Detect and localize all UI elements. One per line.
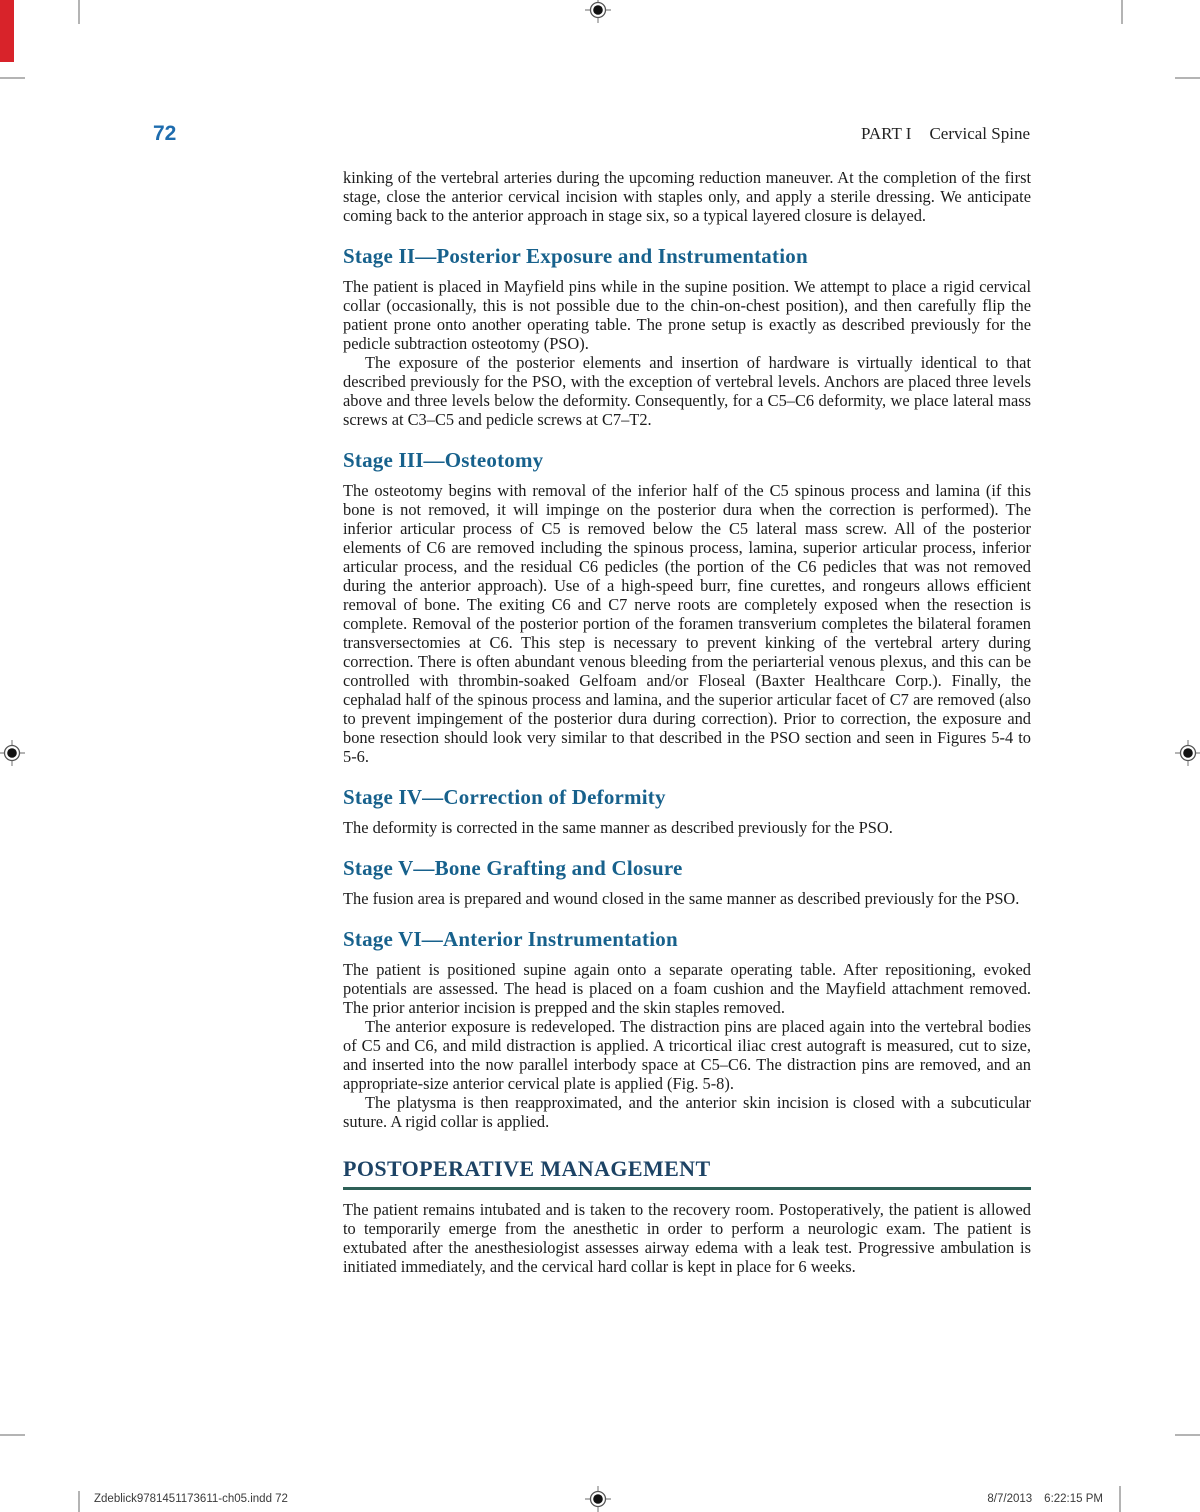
registration-mark-icon [585,0,611,23]
running-head-title: Cervical Spine [929,124,1030,143]
running-head-part: PART I [860,124,912,143]
crop-mark [0,1434,25,1436]
body-paragraph: The patient is positioned supine again onto a separate operating table. After repositioning, evoked potentials are assessed. The head is placed on a foam cushion and the Mayfield attachment removed. The prior anterior incision is prepped and the skin staples removed. [343,960,1031,1017]
body-paragraph: The exposure of the posterior elements and insertion of hardware is virtually identical to that described previously for the PSO, with the exception of vertebral levels. Anchors are placed three levels above and three levels below the deformity. Consequently, for a C5–C6 deformity, we place lateral mass screws at C3–C5 and pedicle screws at C7–T2. [343,353,1031,429]
footer-date: 8/7/2013 [987,1493,1033,1505]
body-paragraph: The osteotomy begins with removal of the inferior half of the C5 spinous process and lamina (if this bone is not removed, it will impinge on the posterior dura when the correction is performed). The inferior articular process of C5 is removed below the C5 lateral mass screw. All of the posterior elements of C6 are removed including the spinous process, lamina, superior articular process, inferior articular process, and the residual C6 pedicles (the portion of the C6 pedicles that was not removed during the anterior approach). Use of a high-speed burr, fine curettes, and rongeurs allows efficient removal of bone. The exiting C6 and C7 nerve roots are completely exposed when the resection is complete. Removal of the posterior portion of the foramen transverium completes the bilateral foramen transversectomies at C6. This step is necessary to prevent kinking of the vertebral artery during correction. There is often abundant venous bleeding from the periarterial venous plexus, and this can be controlled with thrombin-soaked Gelfoam and/or Floseal (Baxter Healthcare Corp.). Finally, the cephalad half of the spinous process and lamina, and the superior articular facet of C7 are removed (also to prevent impingement of the posterior dura during correction). Prior to correction, the exposure and bone resection should look very similar to that described in the PSO section and seen in Figures 5-4 to 5-6. [343,481,1031,766]
crop-mark [1119,1486,1121,1512]
running-head [861,124,1030,144]
section-heading-stage-6: Stage VI—Anterior Instrumentation [343,927,678,951]
crop-mark [78,0,80,24]
footer-timestamp [987,1493,1103,1505]
body-paragraph: The deformity is corrected in the same manner as described previously for the PSO. [343,818,893,837]
page-number: 72 [153,122,177,145]
section-heading-postoperative: POSTOPERATIVE MANAGEMENT [343,1155,1031,1190]
registration-mark-icon [585,1486,611,1512]
crop-mark [1175,1434,1200,1436]
body-paragraph: kinking of the vertebral arteries during the upcoming reduction maneuver. At the completion of the first stage, close the anterior cervical incision with staples only, and apply a sterile dressing. We anticipate coming back to the anterior approach in stage six, so a typical layered closure is delayed. [343,168,1031,225]
crop-mark [0,77,25,79]
footer-filename: Zdeblick9781451173611-ch05.indd 72 [94,1493,288,1505]
crop-mark [1175,77,1200,79]
section-heading-stage-2: Stage II—Posterior Exposure and Instrumentation [343,244,808,268]
registration-mark-icon [0,740,25,766]
body-paragraph: The patient remains intubated and is taken to the recovery room. Postoperatively, the patient is allowed to temporarily emerge from the anesthetic in order to perform a neurologic exam. The patient is extubated after the anesthesiologist assesses airway edema with a leak test. Progressive ambulation is initiated immediately, and the cervical hard collar is kept in place for 6 weeks. [343,1200,1031,1276]
crop-mark [78,1491,80,1512]
body-paragraph: The fusion area is prepared and wound closed in the same manner as described previously for the PSO. [343,889,1020,908]
body-paragraph: The anterior exposure is redeveloped. The distraction pins are placed again into the vertebral bodies of C5 and C6, and mild distraction is applied. A tricortical iliac crest autograft is measured, cut to size, and inserted into the now parallel interbody space at C5–C6. The distraction pins are removed, and an appropriate-size anterior cervical plate is applied (Fig. 5-8). [343,1017,1031,1093]
registration-mark-icon [1175,740,1200,766]
section-heading-stage-4: Stage IV—Correction of Deformity [343,785,666,809]
color-bar [0,0,14,62]
section-heading-stage-3: Stage III—Osteotomy [343,448,544,472]
crop-mark [1121,0,1123,24]
footer-time: 6:22:15 PM [1044,1493,1103,1505]
body-paragraph: The platysma is then reapproximated, and the anterior skin incision is closed with a subcuticular suture. A rigid collar is applied. [343,1093,1031,1131]
section-heading-stage-5: Stage V—Bone Grafting and Closure [343,856,683,880]
text-column [343,168,1031,1276]
body-paragraph: The patient is placed in Mayfield pins while in the supine position. We attempt to place a rigid cervical collar (occasionally, this is not possible due to the chin-on-chest position), and then carefully flip the patient prone onto another operating table. The prone setup is exactly as described previously for the pedicle subtraction osteotomy (PSO). [343,277,1031,353]
